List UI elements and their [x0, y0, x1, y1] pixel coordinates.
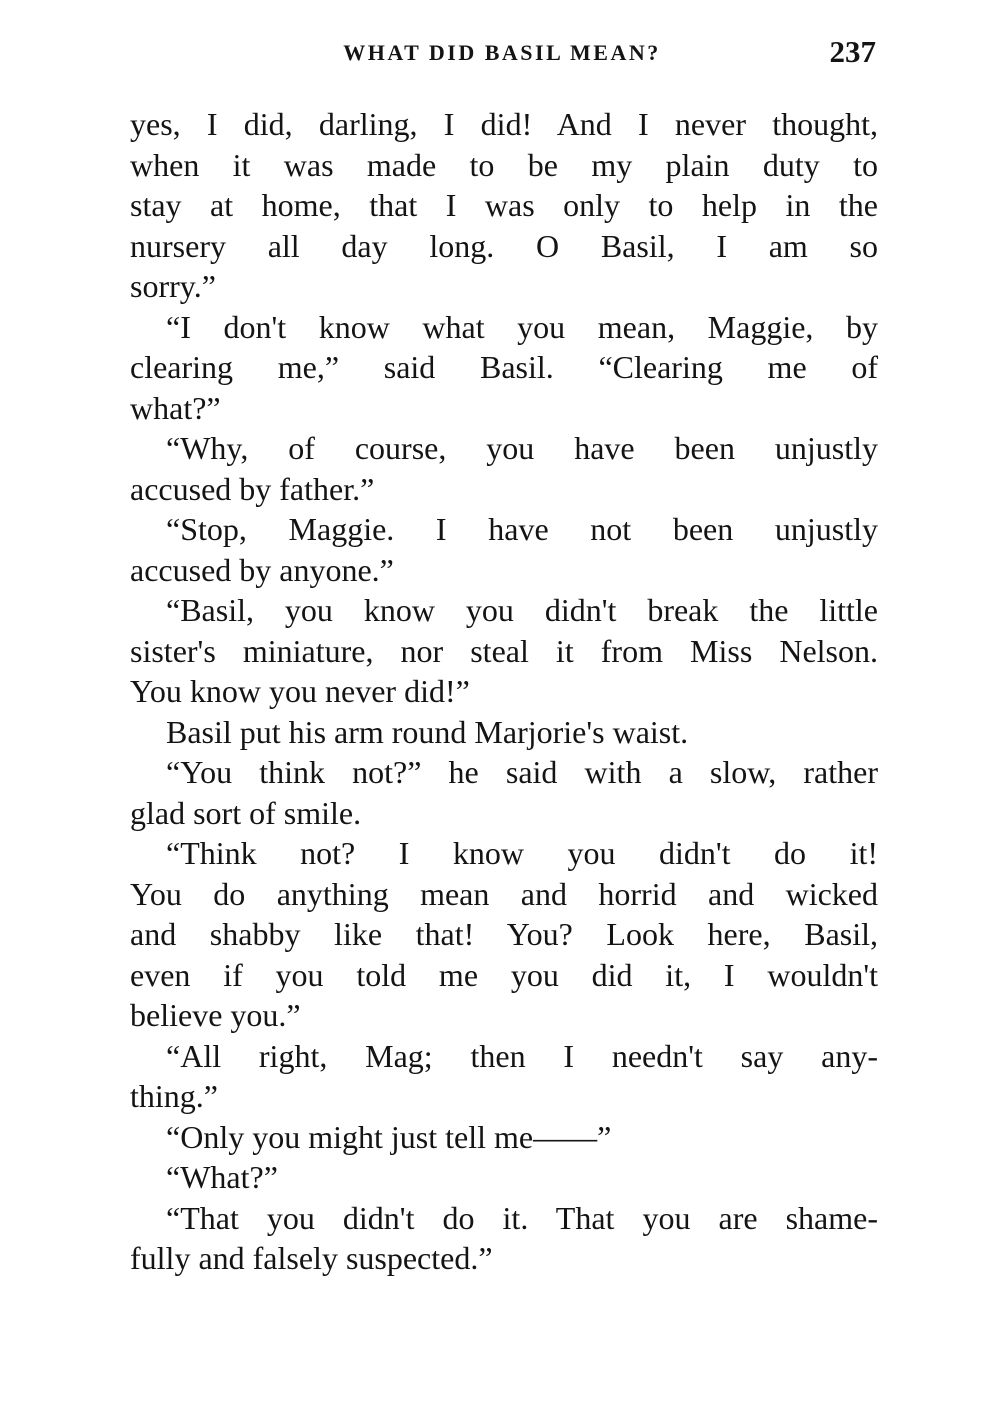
- text-line: fully and falsely suspected.”: [130, 1240, 493, 1276]
- text-line: “All right, Mag; then I needn't say any-: [166, 1037, 878, 1074]
- text-line: “Only you might just tell me——”: [166, 1118, 612, 1155]
- text-line: “That you didn't do it. That you are shame-: [166, 1199, 878, 1236]
- text-line: what?”: [130, 389, 221, 426]
- text-line: thing.”: [130, 1078, 218, 1114]
- page-header: [128, 34, 876, 74]
- body-text: [130, 104, 878, 1279]
- text-line: “You think not?” he said with a slow, rather: [166, 754, 878, 790]
- text-line: sorry.”: [130, 268, 216, 304]
- text-line: You know you never did!”: [130, 673, 470, 709]
- text-line: and shabby like that! You? Look here, Basil,: [130, 916, 878, 952]
- text-line: believe you.”: [130, 997, 301, 1033]
- page-number: 237: [829, 34, 876, 69]
- text-line: “I don't know what you mean, Maggie, by: [166, 308, 878, 345]
- text-line: “Stop, Maggie. I have not been unjustly: [166, 511, 878, 547]
- text-line: “Think not? I know you didn't do it!: [166, 835, 878, 871]
- text-line: glad sort of smile.: [130, 794, 362, 831]
- text-line: sister's miniature, nor steal it from Miss Nelson.: [130, 632, 878, 669]
- text-line: nursery all day long. O Basil, I am so: [130, 227, 878, 264]
- text-line: “What?”: [166, 1159, 278, 1195]
- text-line: stay at home, that I was only to help in the: [130, 187, 878, 223]
- text-line: even if you told me you did it, I wouldn't: [130, 956, 878, 993]
- text-line: yes, I did, darling, I did! And I never thought,: [130, 106, 878, 142]
- text-line: clearing me,” said Basil. “Clearing me of: [130, 349, 878, 385]
- running-head: WHAT DID BASIL MEAN?: [343, 40, 661, 65]
- text-line: accused by anyone.”: [130, 551, 394, 588]
- text-line: You do anything mean and horrid and wicked: [130, 875, 878, 912]
- text-line: Basil put his arm round Marjorie's waist.: [166, 713, 689, 750]
- text-line: accused by father.”: [130, 470, 375, 507]
- text-line: “Basil, you know you didn't break the little: [166, 592, 878, 628]
- text-line: when it was made to be my plain duty to: [130, 146, 878, 183]
- text-line: “Why, of course, you have been unjustly: [166, 430, 878, 466]
